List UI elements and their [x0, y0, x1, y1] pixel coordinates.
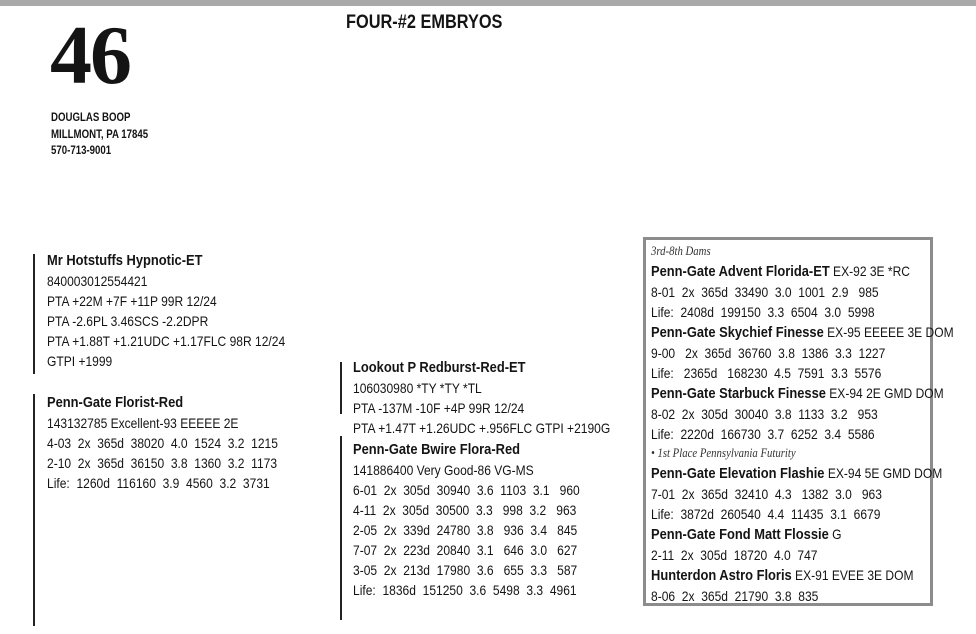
ancestor-dam-rating: G: [832, 526, 842, 542]
granddam-name: Penn-Gate Bwire Flora-Red: [353, 441, 521, 458]
granddam-block: [353, 440, 617, 600]
ancestor-dam-name: Penn-Gate Advent Florida-ET: [651, 263, 830, 280]
ancestor-dam-lifetime: Life: 2365d 168230 4.5 7591 3.3 5576: [651, 365, 882, 381]
granddam-registration: 141886400 Very Good-86 VG-MS: [353, 462, 534, 478]
sire-registration: 840003012554421: [47, 273, 148, 289]
ancestor-dam-record: 7-01 2x 365d 32410 4.3 1382 3.0 963: [651, 486, 882, 502]
ancestor-dam-name: Penn-Gate Fond Matt Flossie: [651, 526, 829, 543]
consignor-address: MILLMONT, PA 17845: [51, 128, 149, 141]
ancestor-dam-lifetime: Life: 2220d 166730 3.7 6252 3.4 5586: [651, 426, 875, 442]
maternal-sire-pta-production: PTA -137M -10F +4P 99R 12/24: [353, 400, 525, 416]
dam-name: Penn-Gate Florist-Red: [47, 394, 184, 411]
ancestor-dams-box: [643, 237, 954, 606]
ancestor-dam-5: [651, 383, 954, 404]
dam-record: 2-10 2x 365d 36150 3.8 1360 3.2 1173: [47, 455, 278, 471]
maternal-sire-registration: 106030980 *TY *TY *TL: [353, 380, 482, 396]
dam-block: [47, 393, 316, 493]
ancestor-dam-6: [651, 463, 954, 484]
dam-lifetime: Life: 1260d 116160 3.9 4560 3.2 3731: [47, 475, 270, 491]
granddam-record: 6-01 2x 305d 30940 3.6 1103 3.1 960: [353, 482, 580, 498]
ancestor-dam-record: 9-00 2x 365d 36760 3.8 1386 3.3 1227: [651, 345, 886, 361]
consignor-info: [51, 110, 167, 160]
ancestor-dam-rating: EX-94 5E GMD DOM: [827, 465, 943, 481]
granddam-lifetime: Life: 1836d 151250 3.6 5498 3.3 4961: [353, 582, 577, 598]
ancestor-dam-rating: EX-94 2E GMD DOM: [829, 385, 944, 401]
ancestor-dam-4: [651, 322, 954, 343]
sire-bracket-line: [33, 254, 35, 374]
sire-block: [47, 251, 324, 371]
ancestor-dam-name: Penn-Gate Skychief Finesse: [651, 324, 824, 341]
ancestor-dam-rating: EX-91 EVEE 3E DOM: [795, 567, 914, 583]
lot-number: 46: [50, 9, 130, 102]
granddam-record: 4-11 2x 305d 30500 3.3 998 3.2 963: [353, 502, 577, 518]
top-divider-bar: [0, 0, 976, 6]
ancestor-dam-record: 8-01 2x 365d 33490 3.0 1001 2.9 985: [651, 284, 879, 300]
sire-name: Mr Hotstuffs Hypnotic-ET: [47, 252, 203, 269]
dam-bracket-line: [33, 394, 35, 626]
sire-pta-production: PTA +22M +7F +11P 99R 12/24: [47, 293, 217, 309]
sire-gtpi: GTPI +1999: [47, 353, 113, 369]
ancestor-dam-name: Hunterdon Astro Floris: [651, 567, 792, 584]
maternal-sire-pta-type: PTA +1.47T +1.26UDC +.956FLC GTPI +2190G: [353, 420, 611, 436]
ancestor-dam-8: [651, 565, 954, 586]
ancestor-dam-3: [651, 261, 954, 282]
granddam-record: 7-07 2x 223d 20840 3.1 646 3.0 627: [353, 542, 578, 558]
ancestor-dam-name: Penn-Gate Starbuck Finesse: [651, 385, 826, 402]
maternal-sire-name: Lookout P Redburst-Red-ET: [353, 359, 526, 376]
sire-pta-health: PTA -2.6PL 3.46SCS -2.2DPR: [47, 313, 209, 329]
dam-registration: 143132785 Excellent-93 EEEEE 2E: [47, 415, 239, 431]
ancestor-dam-rating: EX-95 EEEEE 3E DOM: [827, 324, 954, 340]
granddam-record: 3-05 2x 213d 17980 3.6 655 3.3 587: [353, 562, 578, 578]
lot-title: FOUR-#2 EMBRYOS: [346, 12, 503, 33]
ancestor-dam-record: 8-02 2x 305d 30040 3.8 1133 3.2 953: [651, 406, 878, 422]
consignor-name: DOUGLAS BOOP: [51, 112, 131, 124]
ancestor-dam-award-note: • 1st Place Pennsylvania Futurity: [651, 446, 796, 460]
ancestor-dam-record: 2-11 2x 305d 18720 4.0 747: [651, 547, 818, 563]
ancestor-dam-record: 8-06 2x 365d 21790 3.8 835: [651, 588, 819, 604]
dam-record: 4-03 2x 365d 38020 4.0 1524 3.2 1215: [47, 435, 278, 451]
consignor-phone: 570-713-9001: [51, 145, 112, 157]
ancestor-dam-lifetime: Life: 3872d 260540 4.4 11435 3.1 6679: [651, 506, 881, 522]
ancestor-dam-rating: EX-92 3E *RC: [833, 263, 911, 279]
sire-pta-type: PTA +1.88T +1.21UDC +1.17FLC 98R 12/24: [47, 333, 286, 349]
maternal-sire-bracket-line: [340, 362, 342, 414]
dams-box-heading: 3rd-8th Dams: [651, 244, 711, 258]
ancestor-dam-name: Penn-Gate Elevation Flashie: [651, 465, 825, 482]
granddam-bracket-line: [340, 436, 342, 620]
maternal-sire-block: [353, 358, 652, 438]
ancestor-dam-lifetime: Life: 2408d 199150 3.3 6504 3.0 5998: [651, 304, 875, 320]
ancestor-dam-7: [651, 524, 954, 545]
granddam-record: 2-05 2x 339d 24780 3.8 936 3.4 845: [353, 522, 578, 538]
